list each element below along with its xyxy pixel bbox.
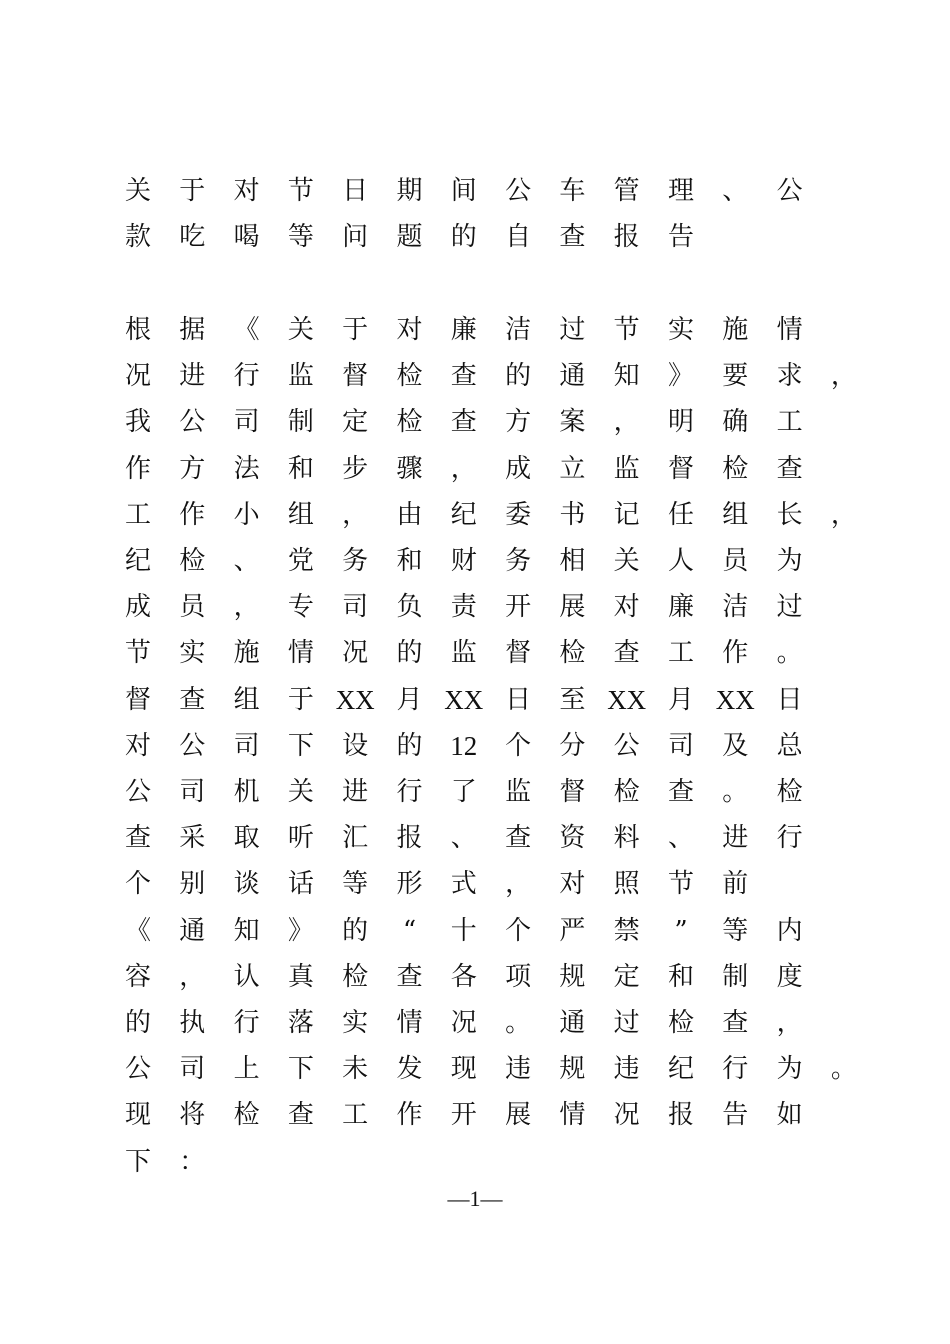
text-glyph: 项 bbox=[505, 961, 532, 992]
text-glyph: 书 bbox=[559, 499, 586, 530]
text-glyph: 式 bbox=[450, 869, 477, 900]
text-glyph: 和 bbox=[287, 453, 314, 484]
text-glyph: ， bbox=[450, 453, 477, 484]
text-glyph: 十 bbox=[450, 915, 477, 946]
body-line bbox=[122, 772, 842, 812]
text-glyph: 告 bbox=[667, 222, 694, 252]
text-glyph: 制 bbox=[722, 961, 749, 992]
text-glyph: 、 bbox=[722, 176, 749, 206]
text-glyph: ， bbox=[830, 499, 857, 530]
text-glyph: 自 bbox=[505, 222, 532, 252]
text-glyph: 工 bbox=[124, 499, 151, 530]
text-glyph: 况 bbox=[450, 1008, 477, 1038]
text-glyph: 个 bbox=[505, 915, 532, 946]
text-glyph: 吃 bbox=[179, 222, 206, 252]
text-glyph: 查 bbox=[667, 777, 694, 807]
text-glyph: 况 bbox=[613, 1100, 640, 1131]
text-glyph: 骤 bbox=[396, 453, 423, 484]
body-line bbox=[122, 818, 842, 858]
text-glyph: 问 bbox=[342, 222, 369, 252]
text-glyph: 的 bbox=[450, 222, 477, 252]
text-glyph: 查 bbox=[505, 823, 532, 854]
text-glyph: 月 bbox=[667, 684, 694, 715]
text-glyph: 行 bbox=[396, 777, 423, 807]
text-glyph: 、 bbox=[233, 546, 260, 576]
text-glyph: 关 bbox=[287, 777, 314, 807]
text-glyph: 实 bbox=[667, 315, 694, 345]
text-glyph: 度 bbox=[776, 961, 803, 992]
text-glyph: 监 bbox=[287, 361, 314, 392]
text-glyph: 成 bbox=[505, 453, 532, 484]
text-glyph: 的 bbox=[396, 730, 423, 761]
body-line bbox=[122, 310, 842, 350]
text-glyph: 查 bbox=[776, 453, 803, 484]
text-glyph: 公 bbox=[776, 176, 803, 206]
text-glyph: 查 bbox=[559, 222, 586, 252]
text-glyph: 节 bbox=[667, 869, 694, 900]
text-glyph: 违 bbox=[613, 1054, 640, 1085]
text-glyph: 检 bbox=[776, 777, 803, 807]
text-glyph: 委 bbox=[505, 499, 532, 530]
text-glyph: ， bbox=[830, 361, 857, 392]
text-glyph: ， bbox=[613, 407, 640, 438]
title-line bbox=[122, 217, 842, 257]
text-glyph: 纪 bbox=[124, 546, 151, 576]
text-glyph: 分 bbox=[559, 730, 586, 761]
text-glyph: 的 bbox=[396, 638, 423, 669]
text-glyph: 情 bbox=[396, 1008, 423, 1038]
text-glyph: 司 bbox=[667, 730, 694, 761]
text-glyph: 的 bbox=[342, 915, 369, 946]
body-line bbox=[122, 356, 857, 396]
text-glyph: 下 bbox=[124, 1146, 151, 1177]
text-glyph: 展 bbox=[559, 592, 586, 623]
text-glyph: 员 bbox=[179, 592, 206, 623]
text-glyph: 、 bbox=[450, 823, 477, 854]
text-glyph: 对 bbox=[559, 869, 586, 900]
text-glyph: 查 bbox=[396, 961, 423, 992]
text-glyph: 施 bbox=[233, 638, 260, 669]
text-glyph: 现 bbox=[450, 1054, 477, 1085]
text-glyph: 喝 bbox=[233, 222, 260, 252]
text-glyph: 题 bbox=[396, 222, 423, 252]
body-line bbox=[122, 726, 842, 766]
body-line bbox=[122, 1142, 842, 1182]
body-line bbox=[122, 633, 842, 673]
text-glyph: 通 bbox=[179, 915, 206, 946]
text-glyph: 节 bbox=[287, 176, 314, 206]
text-glyph: 定 bbox=[342, 407, 369, 438]
text-glyph: 司 bbox=[233, 407, 260, 438]
body-line bbox=[122, 1049, 857, 1089]
text-glyph: ， bbox=[505, 869, 532, 900]
text-glyph: 日 bbox=[776, 684, 803, 715]
text-glyph: 检 bbox=[613, 777, 640, 807]
text-glyph: 关 bbox=[124, 176, 151, 206]
text-glyph: 查 bbox=[450, 361, 477, 392]
text-glyph: 洁 bbox=[505, 315, 532, 345]
text-glyph: 我 bbox=[124, 407, 151, 438]
text-glyph: 相 bbox=[559, 546, 586, 576]
text-glyph: 督 bbox=[505, 638, 532, 669]
text-glyph: 检 bbox=[396, 361, 423, 392]
text-glyph: 作 bbox=[396, 1100, 423, 1131]
text-glyph: 各 bbox=[450, 961, 477, 992]
text-glyph: 通 bbox=[559, 361, 586, 392]
text-glyph: 检 bbox=[233, 1100, 260, 1131]
text-glyph: 落 bbox=[287, 1008, 314, 1038]
text-glyph: 别 bbox=[179, 869, 206, 900]
text-glyph: ” bbox=[674, 915, 688, 946]
text-glyph: 月 bbox=[396, 684, 423, 715]
body-line bbox=[122, 957, 842, 997]
text-glyph: 督 bbox=[559, 777, 586, 807]
text-glyph: 认 bbox=[233, 961, 260, 992]
body-line bbox=[122, 680, 842, 720]
text-glyph: 关 bbox=[287, 315, 314, 345]
text-glyph: 务 bbox=[505, 546, 532, 576]
text-glyph: 司 bbox=[179, 777, 206, 807]
text-glyph: 展 bbox=[505, 1100, 532, 1131]
text-glyph: 查 bbox=[450, 407, 477, 438]
text-glyph: 负 bbox=[396, 592, 423, 623]
text-glyph: 作 bbox=[179, 499, 206, 530]
body-line bbox=[122, 864, 842, 904]
text-glyph: 对 bbox=[396, 315, 423, 345]
text-glyph: 真 bbox=[287, 961, 314, 992]
text-glyph: 求 bbox=[776, 361, 803, 392]
text-glyph: 进 bbox=[342, 777, 369, 807]
text-glyph: 的 bbox=[124, 1008, 151, 1038]
body-line bbox=[122, 1095, 842, 1135]
text-glyph: 步 bbox=[342, 453, 369, 484]
text-glyph: 下 bbox=[287, 1054, 314, 1085]
text-glyph: 明 bbox=[667, 407, 694, 438]
text-glyph: 将 bbox=[179, 1100, 206, 1131]
text-glyph: 个 bbox=[124, 869, 151, 900]
text-glyph: 了 bbox=[450, 777, 477, 807]
text-glyph: 》 bbox=[287, 915, 314, 946]
text-glyph: 通 bbox=[559, 1008, 586, 1038]
text-glyph: 案 bbox=[559, 407, 586, 438]
text-glyph: 记 bbox=[613, 499, 640, 530]
text-glyph: 情 bbox=[776, 315, 803, 345]
text-glyph: 告 bbox=[722, 1100, 749, 1131]
text-glyph: 日 bbox=[505, 684, 532, 715]
text-glyph: 12 bbox=[450, 730, 478, 761]
text-glyph: 过 bbox=[613, 1008, 640, 1038]
text-glyph: 进 bbox=[722, 823, 749, 854]
body-line bbox=[122, 587, 842, 627]
text-glyph: 督 bbox=[124, 684, 151, 715]
text-glyph: 检 bbox=[179, 546, 206, 576]
text-glyph: 组 bbox=[722, 499, 749, 530]
text-glyph: 根 bbox=[124, 315, 151, 345]
text-glyph: 的 bbox=[505, 361, 532, 392]
text-glyph: ： bbox=[179, 1146, 206, 1177]
text-glyph: 责 bbox=[450, 592, 477, 623]
text-glyph: 行 bbox=[233, 361, 260, 392]
text-glyph: 行 bbox=[722, 1054, 749, 1085]
text-glyph: 间 bbox=[450, 176, 477, 206]
text-glyph: 违 bbox=[505, 1054, 532, 1085]
text-glyph: 查 bbox=[287, 1100, 314, 1131]
text-glyph: 据 bbox=[179, 315, 206, 345]
text-glyph: 督 bbox=[667, 453, 694, 484]
text-glyph: 于 bbox=[342, 315, 369, 345]
text-glyph: 禁 bbox=[613, 915, 640, 946]
text-glyph: 公 bbox=[505, 176, 532, 206]
text-glyph: 作 bbox=[722, 638, 749, 669]
text-glyph: 款 bbox=[124, 222, 151, 252]
text-glyph: 定 bbox=[613, 961, 640, 992]
text-glyph: 成 bbox=[124, 592, 151, 623]
text-glyph: 监 bbox=[613, 453, 640, 484]
text-glyph: 为 bbox=[776, 546, 803, 576]
text-glyph: XX bbox=[607, 684, 647, 715]
text-glyph: 制 bbox=[287, 407, 314, 438]
text-glyph: 上 bbox=[233, 1054, 260, 1085]
text-glyph: 执 bbox=[179, 1008, 206, 1038]
text-glyph: 机 bbox=[233, 777, 260, 807]
text-glyph: 员 bbox=[722, 546, 749, 576]
text-glyph: 知 bbox=[233, 915, 260, 946]
text-glyph: 党 bbox=[287, 546, 314, 576]
text-glyph: 个 bbox=[505, 730, 532, 761]
text-glyph: 组 bbox=[287, 499, 314, 530]
text-glyph: 司 bbox=[233, 730, 260, 761]
page-number: —1— bbox=[447, 1186, 503, 1211]
body-line bbox=[122, 911, 842, 951]
text-glyph: XX bbox=[715, 684, 755, 715]
text-glyph: 洁 bbox=[722, 592, 749, 623]
text-glyph: 公 bbox=[124, 1054, 151, 1085]
text-glyph: ， bbox=[179, 961, 206, 992]
text-glyph: 管 bbox=[613, 176, 640, 206]
text-glyph: 查 bbox=[124, 823, 151, 854]
text-glyph: 小 bbox=[233, 499, 260, 530]
text-glyph: 检 bbox=[342, 961, 369, 992]
text-glyph: 听 bbox=[287, 823, 314, 854]
text-glyph: 总 bbox=[776, 730, 803, 761]
text-glyph: 及 bbox=[722, 730, 749, 761]
text-glyph: 实 bbox=[342, 1008, 369, 1038]
text-glyph: 汇 bbox=[342, 823, 369, 854]
text-glyph: 工 bbox=[776, 407, 803, 438]
text-glyph: 查 bbox=[613, 638, 640, 669]
text-glyph: 和 bbox=[396, 546, 423, 576]
text-glyph: 任 bbox=[667, 499, 694, 530]
text-glyph: 纪 bbox=[667, 1054, 694, 1085]
text-glyph: ， bbox=[233, 592, 260, 623]
text-glyph: 容 bbox=[124, 961, 151, 992]
text-glyph: 至 bbox=[559, 684, 586, 715]
text-glyph: 。 bbox=[722, 777, 749, 807]
text-glyph: 公 bbox=[124, 777, 151, 807]
text-glyph: 照 bbox=[613, 869, 640, 900]
text-glyph: 组 bbox=[233, 684, 260, 715]
body-line bbox=[122, 402, 842, 442]
text-glyph: 等 bbox=[287, 222, 314, 252]
text-glyph: 督 bbox=[342, 361, 369, 392]
text-glyph: 监 bbox=[450, 638, 477, 669]
text-glyph: ， bbox=[342, 499, 369, 530]
text-glyph: 现 bbox=[124, 1100, 151, 1131]
text-glyph: 设 bbox=[342, 730, 369, 761]
text-glyph: 《 bbox=[233, 315, 260, 345]
text-glyph: 务 bbox=[342, 546, 369, 576]
text-glyph: 。 bbox=[505, 1008, 532, 1038]
text-glyph: 对 bbox=[613, 592, 640, 623]
title-line bbox=[122, 171, 842, 211]
text-glyph: 料 bbox=[613, 823, 640, 854]
body-line bbox=[122, 1003, 842, 1043]
text-glyph: 行 bbox=[776, 823, 803, 854]
text-glyph: 情 bbox=[559, 1100, 586, 1131]
text-glyph: 车 bbox=[559, 176, 586, 206]
text-glyph: 工 bbox=[342, 1100, 369, 1131]
text-glyph: XX bbox=[444, 684, 484, 715]
text-glyph: 由 bbox=[396, 499, 423, 530]
text-glyph: 公 bbox=[179, 407, 206, 438]
text-glyph: 查 bbox=[179, 684, 206, 715]
text-glyph: 廉 bbox=[667, 592, 694, 623]
text-glyph: 况 bbox=[342, 638, 369, 669]
text-glyph: 等 bbox=[722, 915, 749, 946]
text-glyph: 、 bbox=[667, 823, 694, 854]
text-glyph: 下 bbox=[287, 730, 314, 761]
text-glyph: 期 bbox=[396, 176, 423, 206]
text-glyph: 进 bbox=[179, 361, 206, 392]
text-glyph: ， bbox=[776, 1008, 803, 1038]
text-glyph: 专 bbox=[287, 592, 314, 623]
text-glyph: 如 bbox=[776, 1100, 803, 1131]
text-glyph: 检 bbox=[722, 453, 749, 484]
text-glyph: 过 bbox=[559, 315, 586, 345]
text-glyph: 形 bbox=[396, 869, 423, 900]
body-line bbox=[122, 541, 842, 581]
text-glyph: 纪 bbox=[450, 499, 477, 530]
text-glyph: 关 bbox=[613, 546, 640, 576]
text-glyph: 开 bbox=[450, 1100, 477, 1131]
text-glyph: 前 bbox=[722, 869, 749, 900]
text-glyph: 于 bbox=[179, 176, 206, 206]
text-glyph: 报 bbox=[396, 823, 423, 854]
text-glyph: 情 bbox=[287, 638, 314, 669]
text-glyph: 行 bbox=[233, 1008, 260, 1038]
text-glyph: 公 bbox=[179, 730, 206, 761]
text-glyph: 况 bbox=[124, 361, 151, 392]
text-glyph: 报 bbox=[613, 222, 640, 252]
text-glyph: 廉 bbox=[450, 315, 477, 345]
text-glyph: 和 bbox=[667, 961, 694, 992]
text-glyph: 过 bbox=[776, 592, 803, 623]
text-glyph: 法 bbox=[233, 453, 260, 484]
text-glyph: 》 bbox=[667, 361, 694, 392]
text-glyph: 取 bbox=[233, 823, 260, 854]
text-glyph: 。 bbox=[830, 1054, 857, 1085]
body-line bbox=[122, 449, 842, 489]
text-glyph: 监 bbox=[505, 777, 532, 807]
text-glyph: 规 bbox=[559, 961, 586, 992]
text-glyph: 严 bbox=[559, 915, 586, 946]
text-glyph: 对 bbox=[233, 176, 260, 206]
text-glyph: 方 bbox=[179, 453, 206, 484]
text-glyph: 立 bbox=[559, 453, 586, 484]
text-glyph: 公 bbox=[613, 730, 640, 761]
text-glyph: 。 bbox=[776, 638, 803, 669]
text-glyph: 实 bbox=[179, 638, 206, 669]
text-glyph: 查 bbox=[722, 1008, 749, 1038]
text-glyph: 日 bbox=[342, 176, 369, 206]
text-glyph: 未 bbox=[342, 1054, 369, 1085]
text-glyph: 内 bbox=[776, 915, 803, 946]
text-glyph: 工 bbox=[667, 638, 694, 669]
text-glyph: 《 bbox=[124, 915, 151, 946]
text-glyph: 人 bbox=[667, 546, 694, 576]
text-glyph: 方 bbox=[505, 407, 532, 438]
text-glyph: 为 bbox=[776, 1054, 803, 1085]
text-glyph: 采 bbox=[179, 823, 206, 854]
body-line bbox=[122, 495, 857, 535]
text-glyph: 节 bbox=[613, 315, 640, 345]
text-glyph: 理 bbox=[667, 176, 694, 206]
text-glyph: 要 bbox=[722, 361, 749, 392]
text-glyph: 施 bbox=[722, 315, 749, 345]
text-glyph: 发 bbox=[396, 1054, 423, 1085]
text-glyph: 检 bbox=[396, 407, 423, 438]
text-glyph: 等 bbox=[342, 869, 369, 900]
text-glyph: 对 bbox=[124, 730, 151, 761]
text-glyph: XX bbox=[335, 684, 375, 715]
text-glyph: 作 bbox=[124, 453, 151, 484]
text-glyph: 检 bbox=[667, 1008, 694, 1038]
text-glyph: 报 bbox=[667, 1100, 694, 1131]
text-glyph: 司 bbox=[179, 1054, 206, 1085]
text-glyph: “ bbox=[402, 915, 417, 946]
text-glyph: 资 bbox=[559, 823, 586, 854]
text-glyph: 话 bbox=[287, 869, 314, 900]
text-glyph: 长 bbox=[776, 499, 803, 530]
text-glyph: 检 bbox=[559, 638, 586, 669]
text-glyph: 确 bbox=[722, 407, 749, 438]
text-glyph: 节 bbox=[124, 638, 151, 669]
text-glyph: 财 bbox=[450, 546, 477, 576]
text-glyph: 谈 bbox=[233, 869, 260, 900]
text-glyph: 于 bbox=[287, 684, 314, 715]
text-glyph: 司 bbox=[342, 592, 369, 623]
text-glyph: 规 bbox=[559, 1054, 586, 1085]
text-glyph: 知 bbox=[613, 361, 640, 392]
text-glyph: 开 bbox=[505, 592, 532, 623]
